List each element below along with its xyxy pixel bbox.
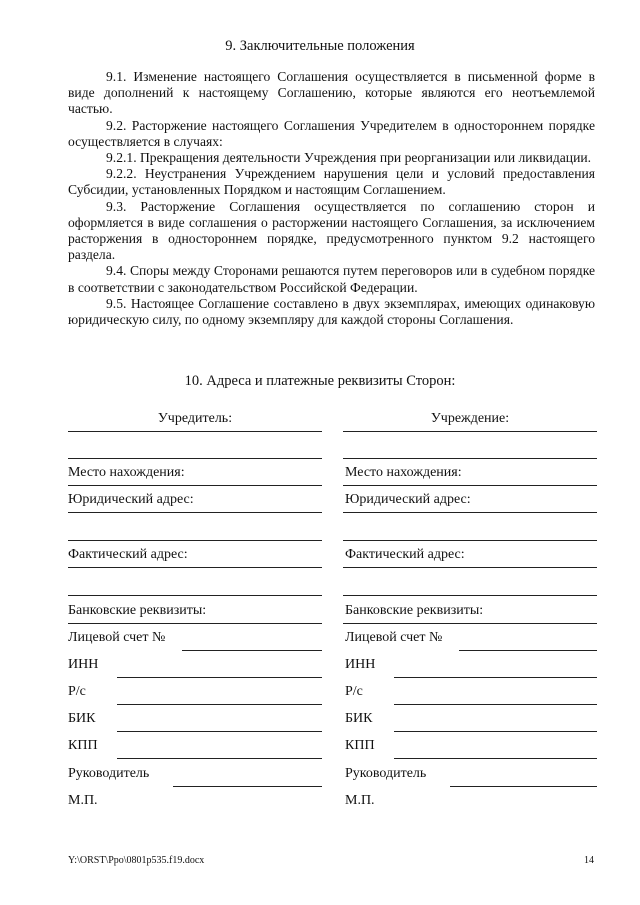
institution-account-label: Лицевой счет № bbox=[345, 630, 443, 645]
footer-file-path: Y:\ORST\Ppo\0801p535.f19.docx bbox=[68, 855, 205, 866]
founder-legal-address-line[interactable] bbox=[68, 512, 322, 513]
founder-rs-label: Р/с bbox=[68, 684, 86, 699]
section-10-title: 10. Адреса и платежные реквизиты Сторон: bbox=[184, 373, 456, 389]
founder-account-field[interactable] bbox=[182, 650, 322, 651]
founder-bank-details-label: Банковские реквизиты: bbox=[68, 603, 207, 618]
clause-9-1: 9.1. Изменение настоящего Соглашения осуществляется в письменной форме в виде дополнений к настоящему Соглашению, которые являются его неотъемлемой частью. bbox=[68, 69, 595, 117]
founder-kpp-label: КПП bbox=[68, 738, 98, 753]
institution-kpp-label: КПП bbox=[345, 738, 375, 753]
institution-name-line[interactable] bbox=[343, 431, 597, 432]
founder-head-label: Руководитель bbox=[68, 766, 150, 781]
founder-bik-field[interactable] bbox=[117, 731, 322, 732]
founder-name-line-2[interactable] bbox=[68, 458, 322, 459]
clause-9-5: 9.5. Настоящее Соглашение составлено в двух экземплярах, имеющих одинаковую юридическую силу, по одному экземпляру для каждой стороны Соглашения. bbox=[68, 295, 595, 328]
institution-location-line[interactable] bbox=[343, 485, 597, 486]
founder-legal-address-line-2[interactable] bbox=[68, 540, 322, 541]
clause-9-2-1: 9.2.1. Прекращения деятельности Учреждения при реорганизации или ликвидации. bbox=[106, 150, 592, 166]
clause-9-4: 9.4. Споры между Сторонами решаются путем переговоров или в судебном порядке в соответствии с законодательством Российской Федерации. bbox=[68, 263, 595, 295]
founder-actual-address-label: Фактический адрес: bbox=[68, 547, 188, 562]
institution-bik-label: БИК bbox=[345, 711, 373, 726]
founder-inn-field[interactable] bbox=[117, 677, 322, 678]
founder-rs-field[interactable] bbox=[117, 704, 322, 705]
clause-9-2-2: 9.2.2. Неустранения Учреждением нарушения цели и условий предоставления Субсидии, установленных Порядком и настоящим Соглашением. bbox=[68, 166, 595, 198]
institution-kpp-field[interactable] bbox=[394, 758, 597, 759]
founder-bank-details-line[interactable] bbox=[68, 623, 322, 624]
founder-legal-address-label: Юридический адрес: bbox=[68, 492, 194, 507]
founder-account-label: Лицевой счет № bbox=[68, 630, 166, 645]
institution-bik-field[interactable] bbox=[394, 731, 597, 732]
institution-bank-details-label: Банковские реквизиты: bbox=[345, 603, 484, 618]
founder-actual-address-line[interactable] bbox=[68, 567, 322, 568]
institution-legal-address-line[interactable] bbox=[343, 512, 597, 513]
institution-seal-label: М.П. bbox=[345, 793, 375, 808]
founder-actual-address-line-2[interactable] bbox=[68, 595, 322, 596]
institution-heading: Учреждение: bbox=[430, 411, 510, 426]
section-9-title: 9. Заключительные положения bbox=[225, 38, 415, 54]
institution-inn-field[interactable] bbox=[394, 677, 597, 678]
section-9-body bbox=[68, 69, 595, 328]
institution-legal-address-label: Юридический адрес: bbox=[345, 492, 471, 507]
founder-location-line[interactable] bbox=[68, 485, 322, 486]
founder-location-label: Место нахождения: bbox=[68, 465, 185, 480]
founder-heading: Учредитель: bbox=[157, 411, 233, 426]
institution-actual-address-line-2[interactable] bbox=[343, 595, 597, 596]
founder-inn-label: ИНН bbox=[68, 657, 99, 672]
institution-legal-address-line-2[interactable] bbox=[343, 540, 597, 541]
founder-seal-label: М.П. bbox=[68, 793, 98, 808]
institution-bank-details-line[interactable] bbox=[343, 623, 597, 624]
institution-actual-address-line[interactable] bbox=[343, 567, 597, 568]
founder-bik-label: БИК bbox=[68, 711, 96, 726]
institution-inn-label: ИНН bbox=[345, 657, 376, 672]
institution-location-label: Место нахождения: bbox=[345, 465, 462, 480]
institution-account-field[interactable] bbox=[459, 650, 597, 651]
institution-name-line-2[interactable] bbox=[343, 458, 597, 459]
institution-rs-field[interactable] bbox=[394, 704, 597, 705]
institution-actual-address-label: Фактический адрес: bbox=[345, 547, 465, 562]
clause-9-2: 9.2. Расторжение настоящего Соглашения Учредителем в одностороннем порядке осуществляется в случаях: bbox=[68, 117, 595, 149]
institution-rs-label: Р/с bbox=[345, 684, 363, 699]
founder-name-line[interactable] bbox=[68, 431, 322, 432]
footer-page-number: 14 bbox=[584, 855, 594, 866]
clause-9-3: 9.3. Расторжение Соглашения осуществляется по соглашению сторон и оформляется в виде соглашения о расторжении настоящего Соглашения, за исключением расторжения в одностороннем порядке, предусмотренного пунктом 9.2 настоящего раздела. bbox=[68, 198, 595, 263]
founder-head-signature-field[interactable] bbox=[173, 786, 322, 787]
institution-head-signature-field[interactable] bbox=[450, 786, 597, 787]
founder-kpp-field[interactable] bbox=[117, 758, 322, 759]
institution-head-label: Руководитель bbox=[345, 766, 427, 781]
